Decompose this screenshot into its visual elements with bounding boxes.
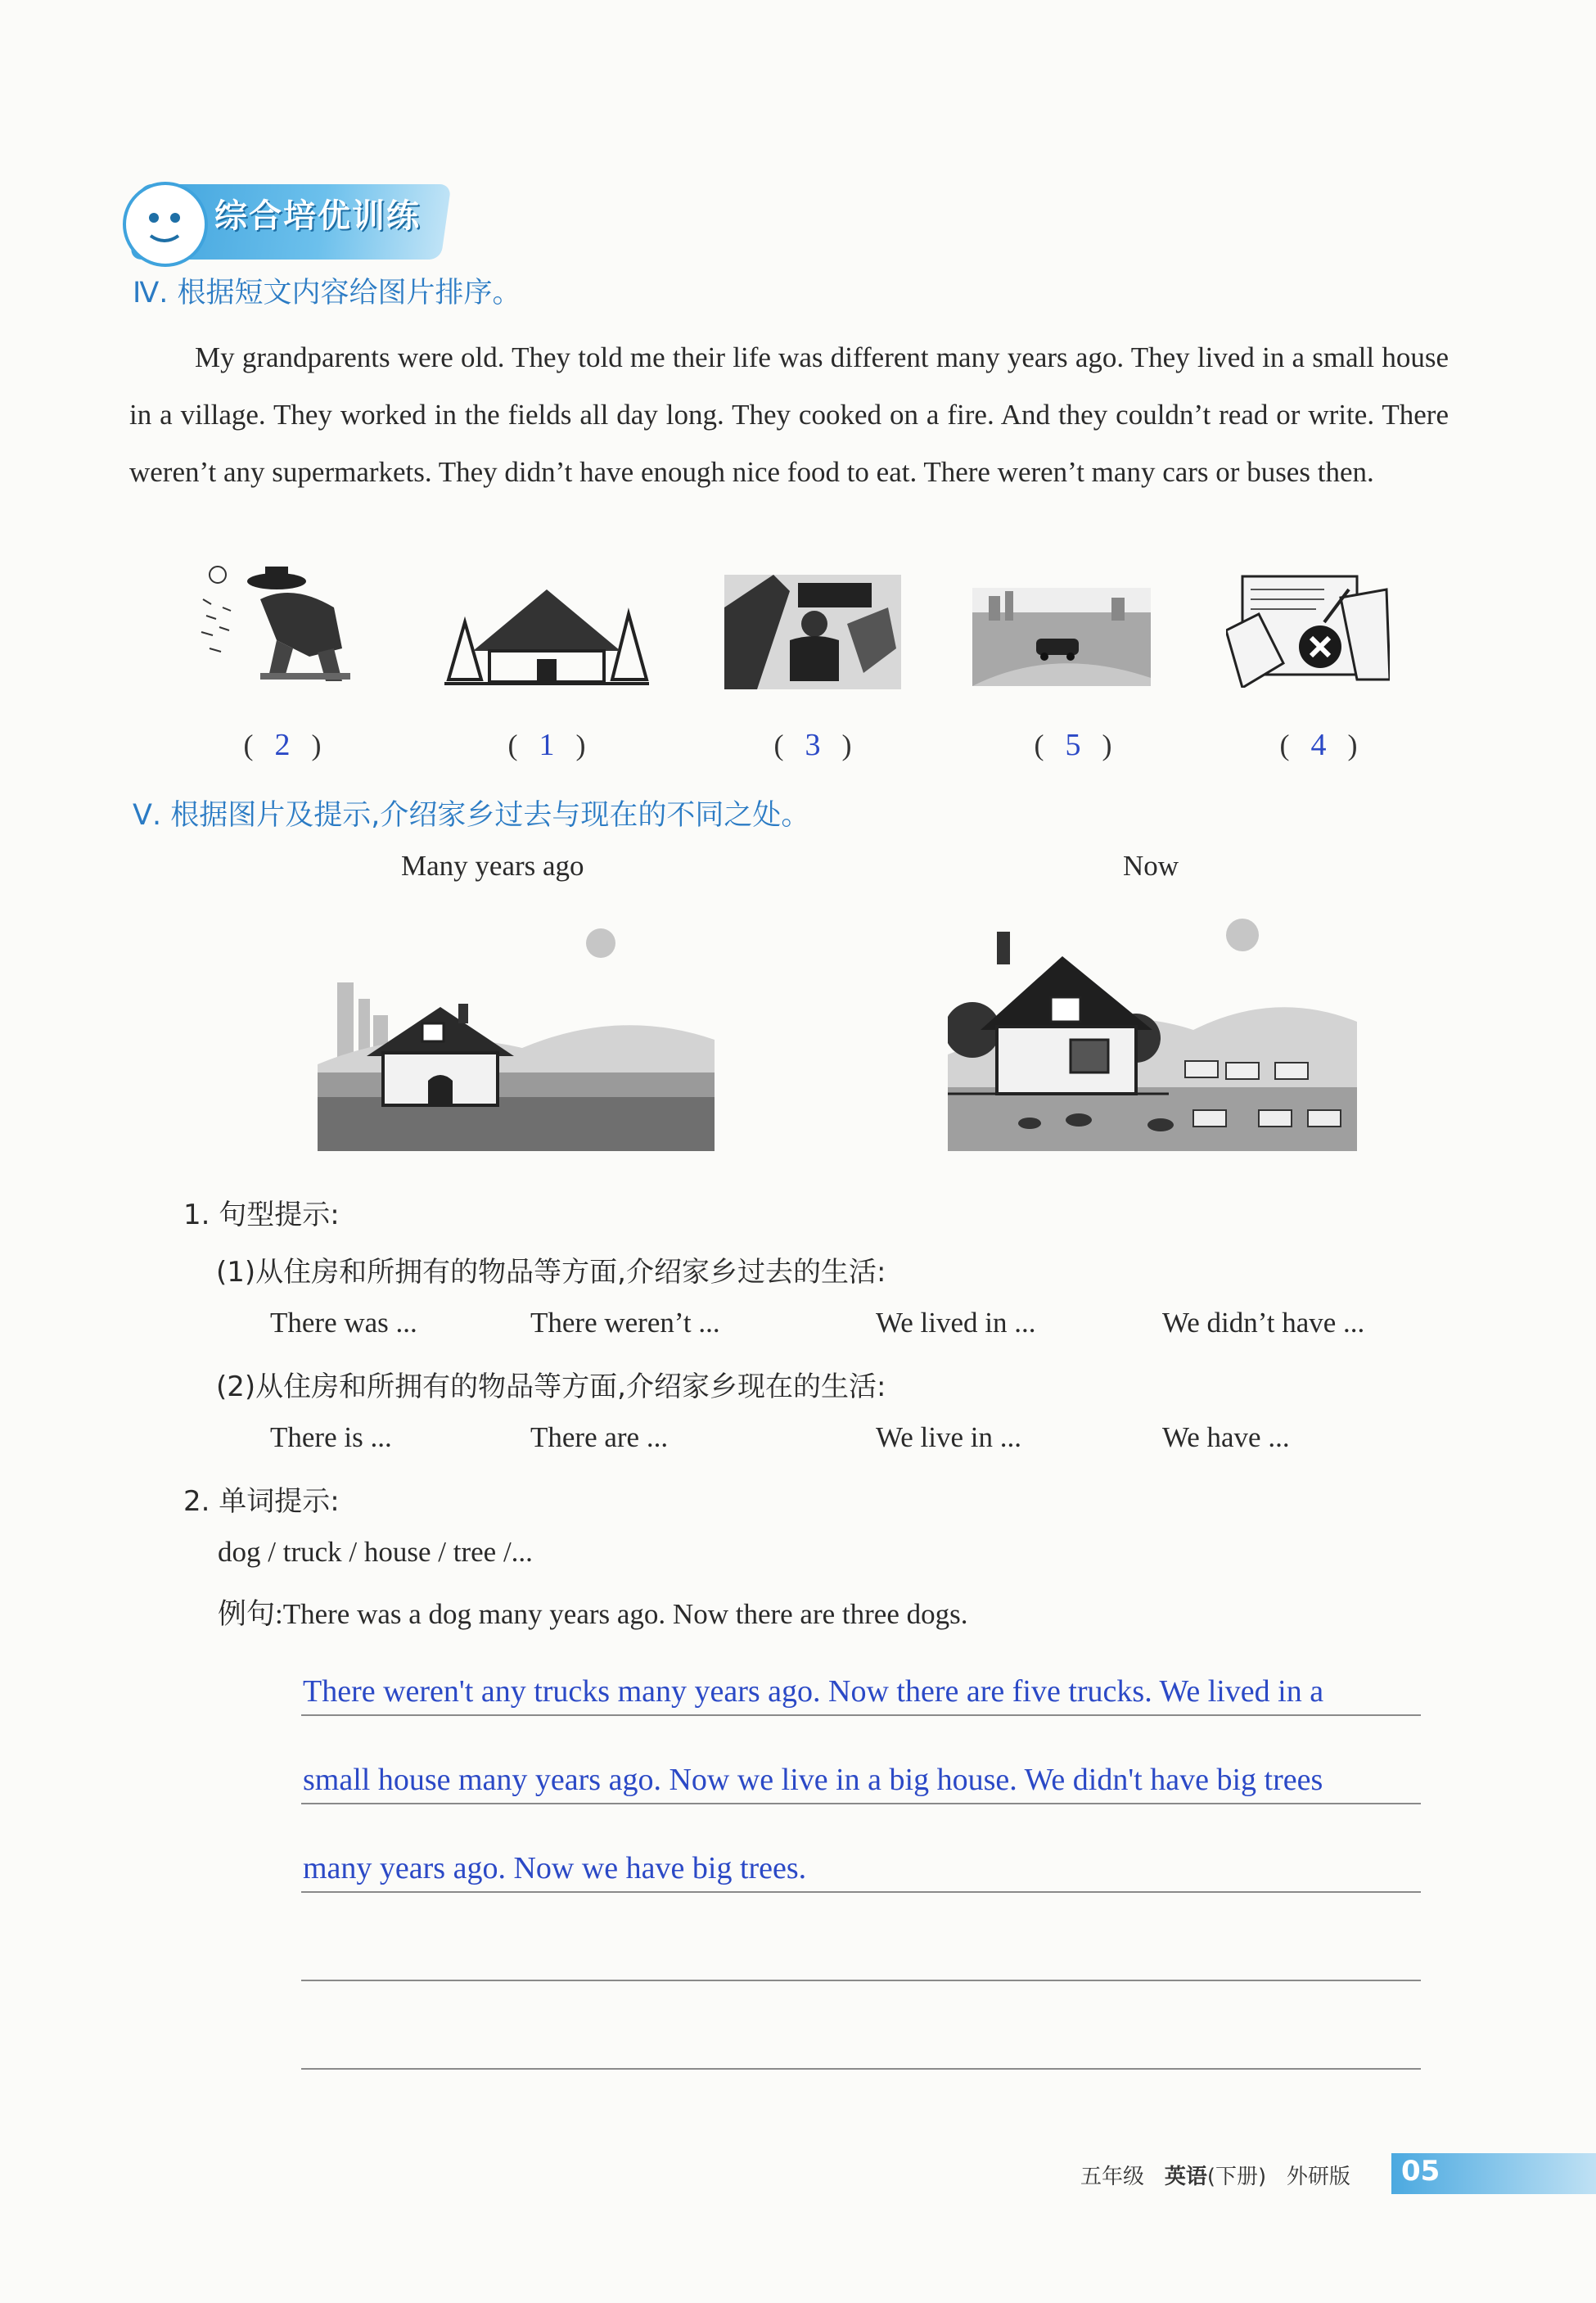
answer-5: 4 <box>1310 728 1327 762</box>
reading-passage <box>129 329 1449 501</box>
footer-subject: 英语 <box>1164 2165 1207 2189</box>
now-pattern-3: We live in ... <box>876 1421 1021 1453</box>
section-5-heading: Ⅴ. 根据图片及提示,介绍家乡过去与现在的不同之处。 <box>133 799 810 832</box>
label-past: Many years ago <box>401 850 584 882</box>
past-pattern-2: There weren’t ... <box>530 1307 720 1339</box>
now-pattern-2: There are ... <box>530 1421 669 1453</box>
small-house-village-icon <box>440 573 653 688</box>
writing-line <box>301 1891 1421 1893</box>
answer-text-line-3: many years ago. Now we have big trees. <box>303 1851 807 1885</box>
hint2-title: 2. 单词提示: <box>183 1485 340 1518</box>
past-pattern-1: There was ... <box>270 1307 417 1339</box>
farmer-working-fields-icon <box>195 558 367 689</box>
passage-text: My grandparents were old. They told me their life was different many years ago. They lived in a small house in a village. They worked in the fields all day long. They cooked on a fire. And they couldn’t read or write. There weren’t any supermarkets. They didn’t have enough nice food to eat. There weren’t many cars or buses then. <box>129 341 1449 488</box>
mascot-icon <box>123 182 208 267</box>
cooking-on-fire-icon <box>724 575 901 689</box>
answer-slot-2: ( 1 ) <box>507 728 586 762</box>
hint1-title: 1. 句型提示: <box>183 1199 340 1231</box>
past-pattern-4: We didn’t have ... <box>1162 1307 1365 1339</box>
writing-line <box>301 2068 1421 2070</box>
answer-2: 1 <box>539 728 555 762</box>
footer-info <box>1080 2160 1350 2190</box>
answer-1: 2 <box>274 728 291 762</box>
answer-slot-1: ( 2 ) <box>243 728 322 762</box>
section-4-heading: Ⅳ. 根据短文内容给图片排序。 <box>133 277 521 309</box>
hint1-sub1: (1)从住房和所拥有的物品等方面,介绍家乡过去的生活: <box>216 1256 886 1289</box>
word-hints: dog / truck / house / tree /... <box>218 1536 533 1568</box>
writing-line <box>301 1980 1421 1981</box>
writing-line <box>301 1714 1421 1716</box>
footer-volume: (下册) <box>1206 2165 1267 2189</box>
footer-grade: 五年级 <box>1080 2165 1145 2189</box>
answer-slot-5: ( 4 ) <box>1279 728 1358 762</box>
now-pattern-4: We have ... <box>1162 1421 1290 1453</box>
answer-slot-3: ( 3 ) <box>773 728 852 762</box>
banner-title: 综合培优训练 <box>214 197 421 235</box>
cannot-write-icon <box>1226 573 1390 688</box>
past-hometown-picture <box>318 925 715 1151</box>
answer-4: 5 <box>1065 728 1081 762</box>
answer-text-line-2: small house many years ago. Now we live in a big house. We didn't have big trees <box>303 1763 1323 1797</box>
now-hometown-picture <box>948 915 1357 1151</box>
past-pattern-3: We lived in ... <box>876 1307 1036 1339</box>
writing-line <box>301 1803 1421 1804</box>
car-on-road-icon <box>972 588 1151 686</box>
label-now: Now <box>1123 850 1179 882</box>
footer-edition: 外研版 <box>1286 2165 1350 2189</box>
hint1-sub2: (2)从住房和所拥有的物品等方面,介绍家乡现在的生活: <box>216 1371 886 1403</box>
answer-3: 3 <box>805 728 821 762</box>
page-number: 05 <box>1401 2155 1440 2188</box>
answer-text-line-1: There weren't any trucks many years ago. Now there are five trucks. We lived in a <box>303 1674 1324 1709</box>
example-sentence: 例句:There was a dog many years ago. Now there are three dogs. <box>218 1598 968 1630</box>
now-pattern-1: There is ... <box>270 1421 392 1453</box>
answer-slot-4: ( 5 ) <box>1034 728 1112 762</box>
